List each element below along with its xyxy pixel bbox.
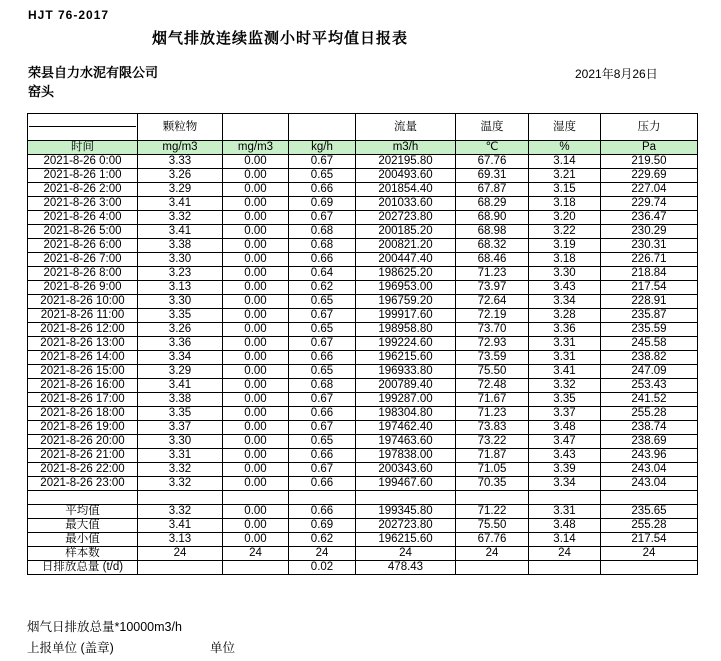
table-row-value: 200185.20 xyxy=(356,225,456,239)
table-row-value: 3.31 xyxy=(529,351,601,365)
table-row-value: 0.00 xyxy=(223,197,289,211)
table-row-label: 2021-8-26 4:00 xyxy=(28,211,138,225)
table-row-value: 0.67 xyxy=(289,211,356,225)
table-row-value: 0.66 xyxy=(289,477,356,491)
table-row-value: 69.31 xyxy=(456,169,529,183)
spacer-row-label xyxy=(28,491,138,505)
table-row-value: 3.18 xyxy=(529,197,601,211)
unit-pm-mgm3: mg/m3 xyxy=(138,141,223,155)
table-row-value: 0.00 xyxy=(223,337,289,351)
col-header-empty-2 xyxy=(289,114,356,141)
table-row-value: 3.34 xyxy=(529,295,601,309)
table-row-value: 73.59 xyxy=(456,351,529,365)
summary-row-value: 3.41 xyxy=(138,519,223,533)
table-row-value: 71.05 xyxy=(456,463,529,477)
table-row-value: 75.50 xyxy=(456,365,529,379)
table-row-value: 0.69 xyxy=(289,197,356,211)
table-row-value: 3.35 xyxy=(138,309,223,323)
table-row-value: 3.23 xyxy=(138,267,223,281)
spacer-row-value xyxy=(356,491,456,505)
summary-row xyxy=(28,505,698,519)
table-row-value: 0.67 xyxy=(289,463,356,477)
table-row-value: 68.32 xyxy=(456,239,529,253)
table-row-label: 2021-8-26 16:00 xyxy=(28,379,138,393)
summary-row-value: 217.54 xyxy=(601,533,698,547)
table-row-value: 243.04 xyxy=(601,463,698,477)
table-row-value: 0.64 xyxy=(289,267,356,281)
summary-row-value: 0.62 xyxy=(289,533,356,547)
table-row xyxy=(28,295,698,309)
table-row-label: 2021-8-26 9:00 xyxy=(28,281,138,295)
table-row-value: 68.46 xyxy=(456,253,529,267)
table-row-label: 2021-8-26 21:00 xyxy=(28,449,138,463)
table-row-value: 0.00 xyxy=(223,281,289,295)
table-row-value: 200493.60 xyxy=(356,169,456,183)
table-row-value: 3.41 xyxy=(529,365,601,379)
spacer-row-value xyxy=(601,491,698,505)
table-row-value: 3.33 xyxy=(138,155,223,169)
table-row-label: 2021-8-26 11:00 xyxy=(28,309,138,323)
table-row-value: 198304.80 xyxy=(356,407,456,421)
summary-row-value: 0.66 xyxy=(289,505,356,519)
summary-row-value: 24 xyxy=(289,547,356,561)
summary-row-label: 平均值 xyxy=(28,505,138,519)
summary-row-value: 24 xyxy=(223,547,289,561)
table-row-value: 3.22 xyxy=(529,225,601,239)
table-row xyxy=(28,239,698,253)
table-row-label: 2021-8-26 15:00 xyxy=(28,365,138,379)
table-row-value: 0.00 xyxy=(223,225,289,239)
table-row-value: 243.96 xyxy=(601,449,698,463)
unit-m3h: m3/h xyxy=(356,141,456,155)
spacer-row xyxy=(28,491,698,505)
summary-row-value: 3.13 xyxy=(138,533,223,547)
summary-row xyxy=(28,519,698,533)
summary-row-value: 196215.60 xyxy=(356,533,456,547)
table-row-value: 238.82 xyxy=(601,351,698,365)
table-row-value: 3.47 xyxy=(529,435,601,449)
table-row xyxy=(28,337,698,351)
table-row xyxy=(28,393,698,407)
report-title: 烟气排放连续监测小时平均值日报表 xyxy=(151,30,408,47)
table-row-value: 200821.20 xyxy=(356,239,456,253)
unit-kgh: kg/h xyxy=(289,141,356,155)
table-row-value: 229.74 xyxy=(601,197,698,211)
summary-row-value: 0.69 xyxy=(289,519,356,533)
daily-total-row-value: 478.43 xyxy=(356,561,456,575)
table-row-value: 228.91 xyxy=(601,295,698,309)
col-header-empty-1 xyxy=(223,114,289,141)
table-row-value: 3.30 xyxy=(138,435,223,449)
table-row-value: 218.84 xyxy=(601,267,698,281)
table-row-value: 0.67 xyxy=(289,309,356,323)
table-row-value: 3.32 xyxy=(529,379,601,393)
table-row-value: 253.43 xyxy=(601,379,698,393)
table-row-value: 0.66 xyxy=(289,449,356,463)
table-row-value: 3.32 xyxy=(138,463,223,477)
table-row-value: 238.74 xyxy=(601,421,698,435)
summary-row-value: 3.31 xyxy=(529,505,601,519)
table-row-value: 235.87 xyxy=(601,309,698,323)
table-row-value: 241.52 xyxy=(601,393,698,407)
table-row-label: 2021-8-26 3:00 xyxy=(28,197,138,211)
table-row-value: 230.31 xyxy=(601,239,698,253)
table-row-value: 72.19 xyxy=(456,309,529,323)
table-row-value: 68.98 xyxy=(456,225,529,239)
table-row-label: 2021-8-26 0:00 xyxy=(28,155,138,169)
table-row xyxy=(28,169,698,183)
table-row-value: 255.28 xyxy=(601,407,698,421)
table-row-label: 2021-8-26 22:00 xyxy=(28,463,138,477)
unit-label: 单位 xyxy=(210,641,236,655)
table-row-value: 3.36 xyxy=(138,337,223,351)
table-row-value: 197838.00 xyxy=(356,449,456,463)
table-row-value: 0.00 xyxy=(223,463,289,477)
summary-row-value: 67.76 xyxy=(456,533,529,547)
table-row-value: 3.41 xyxy=(138,225,223,239)
table-row xyxy=(28,281,698,295)
table-row-value: 247.09 xyxy=(601,365,698,379)
table-row-value: 235.59 xyxy=(601,323,698,337)
table-row-value: 196953.00 xyxy=(356,281,456,295)
table-row-value: 68.90 xyxy=(456,211,529,225)
table-row-value: 0.67 xyxy=(289,337,356,351)
table-row-label: 2021-8-26 20:00 xyxy=(28,435,138,449)
table-row-value: 3.34 xyxy=(138,351,223,365)
table-row-label: 2021-8-26 19:00 xyxy=(28,421,138,435)
table-row-value: 197462.40 xyxy=(356,421,456,435)
table-row xyxy=(28,379,698,393)
table-row xyxy=(28,323,698,337)
table-row-value: 3.35 xyxy=(138,407,223,421)
table-row-value: 3.32 xyxy=(138,211,223,225)
table-row-value: 71.67 xyxy=(456,393,529,407)
table-row-value: 199224.60 xyxy=(356,337,456,351)
company-name: 荣县自力水泥有限公司 xyxy=(28,65,159,80)
table-row-value: 196759.20 xyxy=(356,295,456,309)
table-row-value: 3.13 xyxy=(138,281,223,295)
table-row-value: 0.00 xyxy=(223,169,289,183)
table-row-value: 73.83 xyxy=(456,421,529,435)
summary-row-label: 最大值 xyxy=(28,519,138,533)
time-header: 时间 xyxy=(28,141,138,155)
table-row xyxy=(28,365,698,379)
summary-row-label: 样本数 xyxy=(28,547,138,561)
table-row-value: 0.00 xyxy=(223,267,289,281)
report-date: 2021年8月26日 xyxy=(575,67,658,81)
units-row xyxy=(28,141,698,155)
table-row-label: 2021-8-26 7:00 xyxy=(28,253,138,267)
table-row-value: 73.22 xyxy=(456,435,529,449)
table-row xyxy=(28,351,698,365)
table-row-value: 71.23 xyxy=(456,407,529,421)
table-row-label: 2021-8-26 17:00 xyxy=(28,393,138,407)
table-row-value: 236.47 xyxy=(601,211,698,225)
table-row-value: 73.70 xyxy=(456,323,529,337)
table-row-value: 3.43 xyxy=(529,449,601,463)
table-row-value: 219.50 xyxy=(601,155,698,169)
spacer-bottom-cell xyxy=(29,127,136,140)
table-row-value: 0.65 xyxy=(289,169,356,183)
flow-total-note: 烟气日排放总量*10000m3/h xyxy=(27,620,182,634)
table-row-value: 3.38 xyxy=(138,393,223,407)
table-row-value: 226.71 xyxy=(601,253,698,267)
table-row xyxy=(28,155,698,169)
table-row-value: 72.48 xyxy=(456,379,529,393)
unit-mgm3: mg/m3 xyxy=(223,141,289,155)
table-row xyxy=(28,449,698,463)
table-row-value: 199287.00 xyxy=(356,393,456,407)
table-row-value: 0.00 xyxy=(223,295,289,309)
table-row-value: 3.26 xyxy=(138,323,223,337)
table-row-value: 202723.80 xyxy=(356,211,456,225)
summary-row-label: 最小值 xyxy=(28,533,138,547)
table-row-value: 67.76 xyxy=(456,155,529,169)
table-row-value: 217.54 xyxy=(601,281,698,295)
col-header-humidity: 湿度 xyxy=(529,114,601,141)
table-row-label: 2021-8-26 8:00 xyxy=(28,267,138,281)
table-row-value: 0.00 xyxy=(223,477,289,491)
table-row-value: 3.41 xyxy=(138,379,223,393)
time-header-spacer xyxy=(28,114,138,141)
table-row-value: 0.00 xyxy=(223,155,289,169)
table-row-label: 2021-8-26 5:00 xyxy=(28,225,138,239)
summary-row-value: 24 xyxy=(138,547,223,561)
table-row-value: 0.66 xyxy=(289,253,356,267)
daily-total-row-value xyxy=(223,561,289,575)
table-row xyxy=(28,421,698,435)
table-row-value: 71.87 xyxy=(456,449,529,463)
table-row-value: 197463.60 xyxy=(356,435,456,449)
table-row-label: 2021-8-26 1:00 xyxy=(28,169,138,183)
summary-row xyxy=(28,533,698,547)
table-row-value: 198625.20 xyxy=(356,267,456,281)
table-row-value: 3.30 xyxy=(138,253,223,267)
table-row-value: 3.18 xyxy=(529,253,601,267)
table-row-value: 0.00 xyxy=(223,449,289,463)
table-row-value: 200343.60 xyxy=(356,463,456,477)
table-row-value: 3.31 xyxy=(138,449,223,463)
table-row-value: 200447.40 xyxy=(356,253,456,267)
table-row-value: 0.00 xyxy=(223,211,289,225)
summary-row-value: 71.22 xyxy=(456,505,529,519)
table-row-value: 3.41 xyxy=(138,197,223,211)
table-row-value: 0.62 xyxy=(289,281,356,295)
table-row-value: 201854.40 xyxy=(356,183,456,197)
spacer-row-value xyxy=(529,491,601,505)
table-row-value: 196933.80 xyxy=(356,365,456,379)
spacer-top-cell xyxy=(29,114,136,127)
table-row-label: 2021-8-26 10:00 xyxy=(28,295,138,309)
table-row-value: 0.67 xyxy=(289,393,356,407)
summary-row-value: 24 xyxy=(356,547,456,561)
table-row-value: 73.97 xyxy=(456,281,529,295)
table-row-value: 230.29 xyxy=(601,225,698,239)
daily-total-row-value xyxy=(601,561,698,575)
table-row xyxy=(28,225,698,239)
col-header-particulate: 颗粒物 xyxy=(138,114,223,141)
table-row-value: 3.20 xyxy=(529,211,601,225)
table-row-value: 200789.40 xyxy=(356,379,456,393)
table-row-value: 72.93 xyxy=(456,337,529,351)
table-row-value: 199467.60 xyxy=(356,477,456,491)
table-row-value: 3.37 xyxy=(138,421,223,435)
reporting-unit-label: 上报单位 (盖章) xyxy=(27,641,114,655)
table-row-value: 3.34 xyxy=(529,477,601,491)
table-row xyxy=(28,407,698,421)
table-row-value: 0.67 xyxy=(289,155,356,169)
table-row-value: 227.04 xyxy=(601,183,698,197)
col-header-flow: 流量 xyxy=(356,114,456,141)
daily-total-row xyxy=(28,561,698,575)
table-row xyxy=(28,309,698,323)
table-row-value: 0.66 xyxy=(289,351,356,365)
table-row-value: 3.14 xyxy=(529,155,601,169)
daily-total-row-label: 日排放总量 (t/d) xyxy=(28,561,138,575)
table-row-value: 196215.60 xyxy=(356,351,456,365)
summary-row-value: 202723.80 xyxy=(356,519,456,533)
table-row-value: 3.43 xyxy=(529,281,601,295)
table-row-value: 3.32 xyxy=(138,477,223,491)
summary-row-value: 3.32 xyxy=(138,505,223,519)
table-row-value: 0.65 xyxy=(289,435,356,449)
table-row xyxy=(28,463,698,477)
summary-row-value: 3.48 xyxy=(529,519,601,533)
table-row-value: 3.21 xyxy=(529,169,601,183)
table-row-value: 0.00 xyxy=(223,351,289,365)
unit-percent: % xyxy=(529,141,601,155)
table-row xyxy=(28,183,698,197)
summary-row-value: 24 xyxy=(456,547,529,561)
table-row-value: 0.00 xyxy=(223,323,289,337)
summary-row-value: 255.28 xyxy=(601,519,698,533)
table-row-label: 2021-8-26 6:00 xyxy=(28,239,138,253)
table-row-value: 238.69 xyxy=(601,435,698,449)
table-row-label: 2021-8-26 23:00 xyxy=(28,477,138,491)
table-row-value: 0.00 xyxy=(223,309,289,323)
table-row-value: 3.38 xyxy=(138,239,223,253)
table-row-label: 2021-8-26 2:00 xyxy=(28,183,138,197)
table-row xyxy=(28,197,698,211)
table-row-value: 0.00 xyxy=(223,365,289,379)
table-row-value: 201033.60 xyxy=(356,197,456,211)
summary-row-value: 24 xyxy=(601,547,698,561)
table-row-label: 2021-8-26 18:00 xyxy=(28,407,138,421)
table-row xyxy=(28,211,698,225)
table-row-value: 0.00 xyxy=(223,393,289,407)
table-row-value: 0.68 xyxy=(289,239,356,253)
summary-row-value: 0.00 xyxy=(223,505,289,519)
table-row-value: 3.15 xyxy=(529,183,601,197)
table-row-value: 0.00 xyxy=(223,407,289,421)
summary-row-value: 75.50 xyxy=(456,519,529,533)
unit-celsius: ℃ xyxy=(456,141,529,155)
table-row-value: 3.29 xyxy=(138,365,223,379)
table-row-value: 0.65 xyxy=(289,365,356,379)
table-row-value: 199917.60 xyxy=(356,309,456,323)
table-row-value: 3.19 xyxy=(529,239,601,253)
table-row-label: 2021-8-26 13:00 xyxy=(28,337,138,351)
table-row-value: 3.29 xyxy=(138,183,223,197)
table-row-value: 0.00 xyxy=(223,183,289,197)
monitoring-data-table xyxy=(27,113,698,575)
table-row-value: 0.65 xyxy=(289,323,356,337)
table-row-value: 67.87 xyxy=(456,183,529,197)
table-row xyxy=(28,253,698,267)
table-row-value: 0.65 xyxy=(289,295,356,309)
table-row-value: 3.48 xyxy=(529,421,601,435)
table-row-value: 3.26 xyxy=(138,169,223,183)
table-row-value: 0.00 xyxy=(223,379,289,393)
daily-total-row-value xyxy=(529,561,601,575)
table-row-value: 72.64 xyxy=(456,295,529,309)
monitor-point-name: 窑头 xyxy=(28,84,55,99)
table-row-value: 68.29 xyxy=(456,197,529,211)
summary-row-value: 0.00 xyxy=(223,533,289,547)
standard-number: HJT 76-2017 xyxy=(28,8,110,22)
table-row-value: 0.66 xyxy=(289,407,356,421)
daily-total-row-value xyxy=(456,561,529,575)
summary-row-value: 235.65 xyxy=(601,505,698,519)
table-row xyxy=(28,267,698,281)
table-row-value: 229.69 xyxy=(601,169,698,183)
unit-pa: Pa xyxy=(601,141,698,155)
table-row-value: 71.23 xyxy=(456,267,529,281)
spacer-row-value xyxy=(223,491,289,505)
table-row-value: 3.30 xyxy=(529,267,601,281)
table-row-value: 0.00 xyxy=(223,253,289,267)
summary-row xyxy=(28,547,698,561)
table-row-value: 3.30 xyxy=(138,295,223,309)
table-row xyxy=(28,477,698,491)
table-row-value: 70.35 xyxy=(456,477,529,491)
table-row-value: 3.31 xyxy=(529,337,601,351)
table-row-value: 0.68 xyxy=(289,379,356,393)
table-row xyxy=(28,435,698,449)
spacer-row-value xyxy=(138,491,223,505)
table-row-value: 198958.80 xyxy=(356,323,456,337)
spacer-row-value xyxy=(456,491,529,505)
table-row-label: 2021-8-26 12:00 xyxy=(28,323,138,337)
table-row-value: 202195.80 xyxy=(356,155,456,169)
table-row-value: 243.04 xyxy=(601,477,698,491)
table-row-value: 0.68 xyxy=(289,225,356,239)
spacer-row-value xyxy=(289,491,356,505)
table-row-value: 0.66 xyxy=(289,183,356,197)
table-row-value: 0.00 xyxy=(223,239,289,253)
summary-row-value: 0.00 xyxy=(223,519,289,533)
summary-row-value: 24 xyxy=(529,547,601,561)
col-header-pressure: 压力 xyxy=(601,114,698,141)
daily-total-row-value: 0.02 xyxy=(289,561,356,575)
group-header-row xyxy=(28,114,698,141)
table-row-value: 3.36 xyxy=(529,323,601,337)
table-row-value: 3.39 xyxy=(529,463,601,477)
table-row-value: 245.58 xyxy=(601,337,698,351)
table-row-value: 3.35 xyxy=(529,393,601,407)
table-row-value: 3.28 xyxy=(529,309,601,323)
daily-total-row-value xyxy=(138,561,223,575)
table-row-value: 0.00 xyxy=(223,435,289,449)
col-header-temperature: 温度 xyxy=(456,114,529,141)
summary-row-value: 3.14 xyxy=(529,533,601,547)
table-row-value: 0.67 xyxy=(289,421,356,435)
table-row-label: 2021-8-26 14:00 xyxy=(28,351,138,365)
table-row-value: 0.00 xyxy=(223,421,289,435)
table-row-value: 3.37 xyxy=(529,407,601,421)
summary-row-value: 199345.80 xyxy=(356,505,456,519)
